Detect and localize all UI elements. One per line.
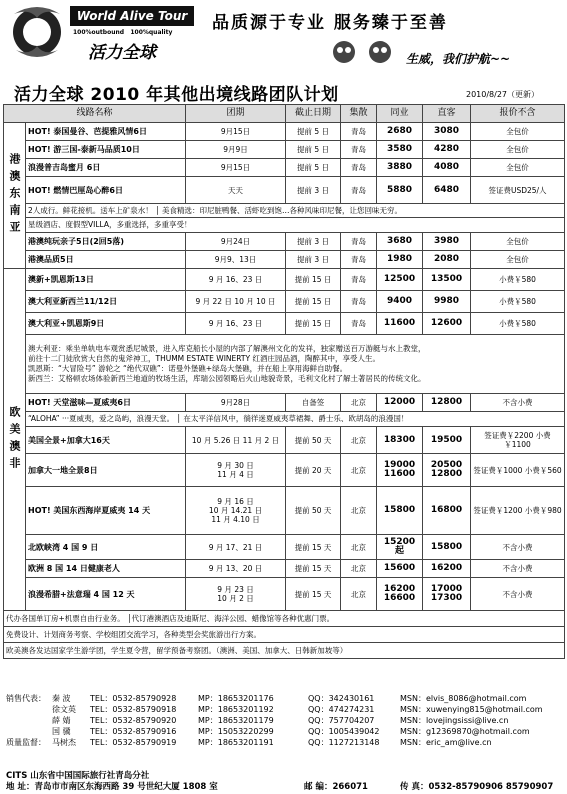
tour-date: 9 月 16 日 10 月 14.21 日 11 月 4.10 日 bbox=[186, 487, 286, 535]
route-note: 2人成行。鲜花接机。送车上矿泉水！ │ 美食精选：印尼脏鸭餐、活虾吃到饱…各种风味印尼餐，让您回味无穷。 bbox=[26, 204, 565, 218]
contact-list bbox=[6, 693, 562, 748]
trade-price: 2680 bbox=[377, 123, 423, 141]
contact-qq: QQ：1127213148 bbox=[308, 738, 380, 747]
direct-price: 13500 bbox=[423, 269, 471, 291]
trade-price: 16200 16600 bbox=[377, 578, 423, 611]
direct-price: 4280 bbox=[423, 141, 471, 159]
route-name: HOT! 燃情巴厘岛心醉6日 bbox=[26, 177, 186, 204]
departure-city: 北京 bbox=[341, 487, 377, 535]
brand-name: World Alive Tour bbox=[70, 6, 194, 26]
contact-tel: TEL：0532-85790916 bbox=[90, 727, 177, 736]
departure-city: 北京 bbox=[341, 535, 377, 560]
trade-price: 3880 bbox=[377, 159, 423, 177]
deadline: 提前 15 日 bbox=[286, 291, 341, 313]
route-name: HOT! 泰国曼谷、芭提雅风情6日 bbox=[26, 123, 186, 141]
region-label: 欧美澳非 bbox=[4, 269, 26, 611]
trade-price: 15600 bbox=[377, 560, 423, 578]
price-excludes: 全包价 bbox=[471, 251, 565, 269]
route-name: 澳大利亚新西兰11/12日 bbox=[26, 291, 186, 313]
direct-price: 16200 bbox=[423, 560, 471, 578]
table-row bbox=[4, 291, 565, 313]
direct-price: 2080 bbox=[423, 251, 471, 269]
price-excludes: 全包价 bbox=[471, 233, 565, 251]
deadline: 提前 5 日 bbox=[286, 159, 341, 177]
route-name: 美国全景+加拿大16天 bbox=[26, 427, 186, 454]
service-note-row bbox=[4, 611, 565, 627]
contact-qq: QQ：474274231 bbox=[308, 705, 375, 714]
table-row bbox=[4, 123, 565, 141]
contact-mobile: MP：18653201179 bbox=[198, 716, 274, 725]
note-row bbox=[4, 335, 565, 394]
column-header: 截止日期 bbox=[286, 105, 341, 123]
trade-price: 12500 bbox=[377, 269, 423, 291]
direct-price: 19500 bbox=[423, 427, 471, 454]
contact-role bbox=[6, 704, 52, 715]
tour-date: 9月9、13日 bbox=[186, 251, 286, 269]
departure-city: 青岛 bbox=[341, 251, 377, 269]
contact-mobile: MP：18653201191 bbox=[198, 738, 274, 747]
service-note: 免费设计、计划商务考察、学校组团交流学习，各种类型会奖旅游出行方案。 bbox=[4, 627, 565, 643]
service-note-row bbox=[4, 627, 565, 643]
price-excludes: 全包价 bbox=[471, 159, 565, 177]
departure-city: 北京 bbox=[341, 427, 377, 454]
cat-mascot-icon bbox=[330, 36, 400, 70]
table-row bbox=[4, 269, 565, 291]
price-excludes: 小费￥580 bbox=[471, 291, 565, 313]
contact-msn: MSN：xuwenying815@hotmail.com bbox=[400, 705, 543, 714]
tour-date: 9 月 23 日 10 月 2 日 bbox=[186, 578, 286, 611]
contact-tel: TEL：0532-85790928 bbox=[90, 694, 177, 703]
departure-city: 北京 bbox=[341, 454, 377, 487]
tour-date: 9月15日 bbox=[186, 123, 286, 141]
table-row bbox=[4, 233, 565, 251]
contact-mobile: MP：15053220299 bbox=[198, 727, 274, 736]
departure-city: 青岛 bbox=[341, 123, 377, 141]
deadline: 提前 15 日 bbox=[286, 269, 341, 291]
table-row bbox=[4, 251, 565, 269]
direct-price: 16800 bbox=[423, 487, 471, 535]
column-header: 集散 bbox=[341, 105, 377, 123]
direct-price: 12800 bbox=[423, 394, 471, 412]
address: 地 址：青岛市市南区东海西路 39 号世纪大厦 1808 室 bbox=[6, 782, 218, 792]
tour-date: 9月15日 bbox=[186, 159, 286, 177]
tour-date: 9月24日 bbox=[186, 233, 286, 251]
price-excludes: 不含小费 bbox=[471, 535, 565, 560]
contact-qq: QQ：1005439042 bbox=[308, 727, 380, 736]
note-row bbox=[4, 218, 565, 233]
deadline: 提前 3 日 bbox=[286, 251, 341, 269]
page-title: 活力全球 2010 年其他出境线路团队计划 bbox=[14, 85, 339, 105]
tour-date: 10 月 5.26 日 11 月 2 日 bbox=[186, 427, 286, 454]
departure-city: 北京 bbox=[341, 394, 377, 412]
deadline: 提前 3 日 bbox=[286, 177, 341, 204]
contact-role bbox=[6, 715, 52, 726]
contact-tel: TEL：0532-85790918 bbox=[90, 705, 177, 714]
slogan: 品质源于专业 服务臻于至善 bbox=[212, 13, 448, 33]
company-name: CITS 山东省中国国际旅行社青岛分社 bbox=[6, 771, 150, 781]
route-name: 港澳品质5日 bbox=[26, 251, 186, 269]
contact-row bbox=[6, 693, 562, 704]
contact-name: 马树杰 bbox=[52, 738, 76, 747]
trade-price: 15800 bbox=[377, 487, 423, 535]
tour-date: 9 月 30 日 11 月 4 日 bbox=[186, 454, 286, 487]
column-header: 线路名称 bbox=[4, 105, 186, 123]
contact-msn: MSN：lovejingsissi@live.cn bbox=[400, 716, 509, 725]
departure-city: 青岛 bbox=[341, 159, 377, 177]
address-line bbox=[6, 780, 562, 792]
direct-price: 20500 12800 bbox=[423, 454, 471, 487]
note-row bbox=[4, 204, 565, 218]
deadline: 提前 5 日 bbox=[286, 123, 341, 141]
route-name: HOT! 天堂滋味—夏威夷6日 bbox=[26, 394, 186, 412]
route-name: 澳大利亚+凯恩斯9日 bbox=[26, 313, 186, 335]
direct-price: 15800 bbox=[423, 535, 471, 560]
table-row bbox=[4, 487, 565, 535]
route-name: HOT! 美国东西海岸夏威夷 14 天 bbox=[26, 487, 186, 535]
contact-role: 质量监督： bbox=[6, 738, 46, 747]
route-name: 欧洲 8 国 14 日健康老人 bbox=[26, 560, 186, 578]
price-excludes: 签证费￥1000 小费￥560 bbox=[471, 454, 565, 487]
direct-price: 3980 bbox=[423, 233, 471, 251]
contact-row bbox=[6, 704, 562, 715]
trade-price: 5880 bbox=[377, 177, 423, 204]
price-excludes: 小费￥580 bbox=[471, 269, 565, 291]
table-row bbox=[4, 394, 565, 412]
trade-price: 19000 11600 bbox=[377, 454, 423, 487]
price-excludes: 不含小费 bbox=[471, 560, 565, 578]
trade-price: 3580 bbox=[377, 141, 423, 159]
route-name: HOT! 游三国-泰新马品质10日 bbox=[26, 141, 186, 159]
tour-date: 9月9日 bbox=[186, 141, 286, 159]
price-excludes: 签证费USD25/人 bbox=[471, 177, 565, 204]
tour-date: 9 月 16、23 日 bbox=[186, 313, 286, 335]
deadline: 提前 15 天 bbox=[286, 560, 341, 578]
contact-name: 秦 波 bbox=[52, 694, 71, 703]
contact-tel: TEL：0532-85790919 bbox=[90, 738, 177, 747]
departure-city: 青岛 bbox=[341, 233, 377, 251]
trade-price: 18300 bbox=[377, 427, 423, 454]
contact-msn: MSN：g12369870@hotmail.com bbox=[400, 727, 530, 736]
route-note: 澳大利亚：乘坐单轨电车观赏悉尼城景，进入库克船长小屋的内部了解澳州文化的发祥，独家赠送百万游艇与水上教堂， 前往十二门徒欣赏大自然的鬼斧神工，THUMM ESTATE WINERTY 红酒庄园品酒，陶醉其中，享受人生。 凯恩斯：“大冒险号” 游轮之 “绝代双礁”：诺曼外堡礁+绿岛大堡礁，并在船上享用海鲜自助餐。 新西兰：艾格顿农场体验新西兰地道的牧场生活，库瑞公园领略后火山地貌奇景，毛利文化村了解土著居民的传统文化。 bbox=[26, 335, 565, 394]
deadline: 提前 20 天 bbox=[286, 454, 341, 487]
fax-number: 传 真：0532-85790906 85790907 bbox=[400, 782, 554, 792]
price-excludes: 全包价 bbox=[471, 141, 565, 159]
trade-price: 1980 bbox=[377, 251, 423, 269]
price-excludes: 小费￥580 bbox=[471, 313, 565, 335]
table-row bbox=[4, 427, 565, 454]
price-excludes: 签证费￥2200 小费￥1100 bbox=[471, 427, 565, 454]
trade-price: 3680 bbox=[377, 233, 423, 251]
direct-price: 9980 bbox=[423, 291, 471, 313]
contact-qq: QQ：757704207 bbox=[308, 716, 375, 725]
tour-date: 天天 bbox=[186, 177, 286, 204]
tour-date: 9 月 22 日 10 月 10 日 bbox=[186, 291, 286, 313]
region-label: 港澳东南亚 bbox=[4, 123, 26, 269]
deadline: 提前 5 日 bbox=[286, 141, 341, 159]
route-name: 加拿大一地全景8日 bbox=[26, 454, 186, 487]
column-header: 同业 bbox=[377, 105, 423, 123]
deadline: 提前 15 天 bbox=[286, 578, 341, 611]
table-row bbox=[4, 578, 565, 611]
brand-subline: 100%outbound 100%quality bbox=[73, 29, 173, 36]
service-note: 代办各国单订房+机票自由行业务。 │代订港澳酒店及迪斯尼、海洋公园、蜡像馆等各种优惠门票。 bbox=[4, 611, 565, 627]
table-row bbox=[4, 177, 565, 204]
table-row bbox=[4, 159, 565, 177]
column-header: 直客 bbox=[423, 105, 471, 123]
itinerary-table bbox=[3, 104, 565, 659]
route-note: “ALOHA” ···夏威夷，爱之岛屿，浪漫天堂。 │ 在太平洋信风中，徜徉迷夏威夷草裙舞、爵士乐、欧胡岛的浪漫国！ bbox=[26, 412, 565, 427]
service-note-row bbox=[4, 643, 565, 659]
table-row bbox=[4, 454, 565, 487]
contact-mobile: MP：18653201176 bbox=[198, 694, 274, 703]
direct-price: 12600 bbox=[423, 313, 471, 335]
contact-tel: TEL：0532-85790920 bbox=[90, 716, 177, 725]
price-excludes: 全包价 bbox=[471, 123, 565, 141]
contact-name: 薛 婧 bbox=[52, 716, 71, 725]
table-row bbox=[4, 141, 565, 159]
zip-code: 邮 编：266071 bbox=[304, 782, 368, 792]
trade-price: 12000 bbox=[377, 394, 423, 412]
direct-price: 6480 bbox=[423, 177, 471, 204]
deadline: 提前 50 天 bbox=[286, 427, 341, 454]
tour-date: 9月28日 bbox=[186, 394, 286, 412]
price-excludes: 不含小费 bbox=[471, 394, 565, 412]
table-header-row bbox=[4, 105, 565, 123]
logo-icon bbox=[4, 4, 70, 60]
departure-city: 北京 bbox=[341, 578, 377, 611]
route-note: 星级酒店、度假型VILLA，多重选择，多重享受！ bbox=[26, 218, 565, 233]
column-header: 团期 bbox=[186, 105, 286, 123]
table-row bbox=[4, 560, 565, 578]
contact-row bbox=[6, 726, 562, 737]
deadline: 提前 3 日 bbox=[286, 233, 341, 251]
trade-price: 11600 bbox=[377, 313, 423, 335]
header bbox=[0, 0, 567, 80]
route-name: 浪漫普吉岛蜜月 6日 bbox=[26, 159, 186, 177]
contact-row bbox=[6, 715, 562, 726]
route-name: 澳新+凯恩斯13日 bbox=[26, 269, 186, 291]
trade-price: 15200 起 bbox=[377, 535, 423, 560]
direct-price: 17000 17300 bbox=[423, 578, 471, 611]
price-excludes: 签证费￥1200 小费￥980 bbox=[471, 487, 565, 535]
column-header: 报价不含 bbox=[471, 105, 565, 123]
contact-name: 国 骥 bbox=[52, 727, 71, 736]
brand-cn: 活力全球 bbox=[88, 43, 156, 63]
departure-city: 青岛 bbox=[341, 291, 377, 313]
service-note: 欧美澳各发达国家学生游学团，学生夏令营，留学预备考察团。（澳洲、美国、加拿大、日韩新加坡等） bbox=[4, 643, 565, 659]
contact-name: 徐文英 bbox=[52, 705, 76, 714]
deadline: 提前 15 日 bbox=[286, 313, 341, 335]
tour-date: 9 月 13、20 日 bbox=[186, 560, 286, 578]
trade-price: 9400 bbox=[377, 291, 423, 313]
deadline: 自备签 bbox=[286, 394, 341, 412]
contact-row bbox=[6, 737, 562, 748]
departure-city: 青岛 bbox=[341, 269, 377, 291]
route-name: 港澳纯玩亲子5日(2回5落) bbox=[26, 233, 186, 251]
direct-price: 3080 bbox=[423, 123, 471, 141]
update-date: 2010/8/27（更新） bbox=[466, 90, 540, 99]
tour-date: 9 月 16、23 日 bbox=[186, 269, 286, 291]
contact-msn: MSN：elvis_8086@hotmail.com bbox=[400, 694, 527, 703]
contact-qq: QQ：342430161 bbox=[308, 694, 375, 703]
departure-city: 青岛 bbox=[341, 313, 377, 335]
deadline: 提前 50 天 bbox=[286, 487, 341, 535]
slogan-secondary: 生威，我们护航~~ bbox=[406, 52, 511, 66]
deadline: 提前 15 天 bbox=[286, 535, 341, 560]
table-row bbox=[4, 535, 565, 560]
contact-role bbox=[6, 726, 52, 737]
departure-city: 北京 bbox=[341, 560, 377, 578]
contact-role: 销售代表： bbox=[6, 694, 46, 703]
departure-city: 青岛 bbox=[341, 177, 377, 204]
direct-price: 4080 bbox=[423, 159, 471, 177]
contact-mobile: MP：18653201192 bbox=[198, 705, 274, 714]
departure-city: 青岛 bbox=[341, 141, 377, 159]
route-name: 北欧峡湾 4 国 9 日 bbox=[26, 535, 186, 560]
table-row bbox=[4, 313, 565, 335]
price-excludes: 不含小费 bbox=[471, 578, 565, 611]
tour-date: 9 月 17、21 日 bbox=[186, 535, 286, 560]
note-row bbox=[4, 412, 565, 427]
contact-msn: MSN：eric_am@live.cn bbox=[400, 738, 492, 747]
route-name: 浪漫希腊+法意瑞 4 国 12 天 bbox=[26, 578, 186, 611]
